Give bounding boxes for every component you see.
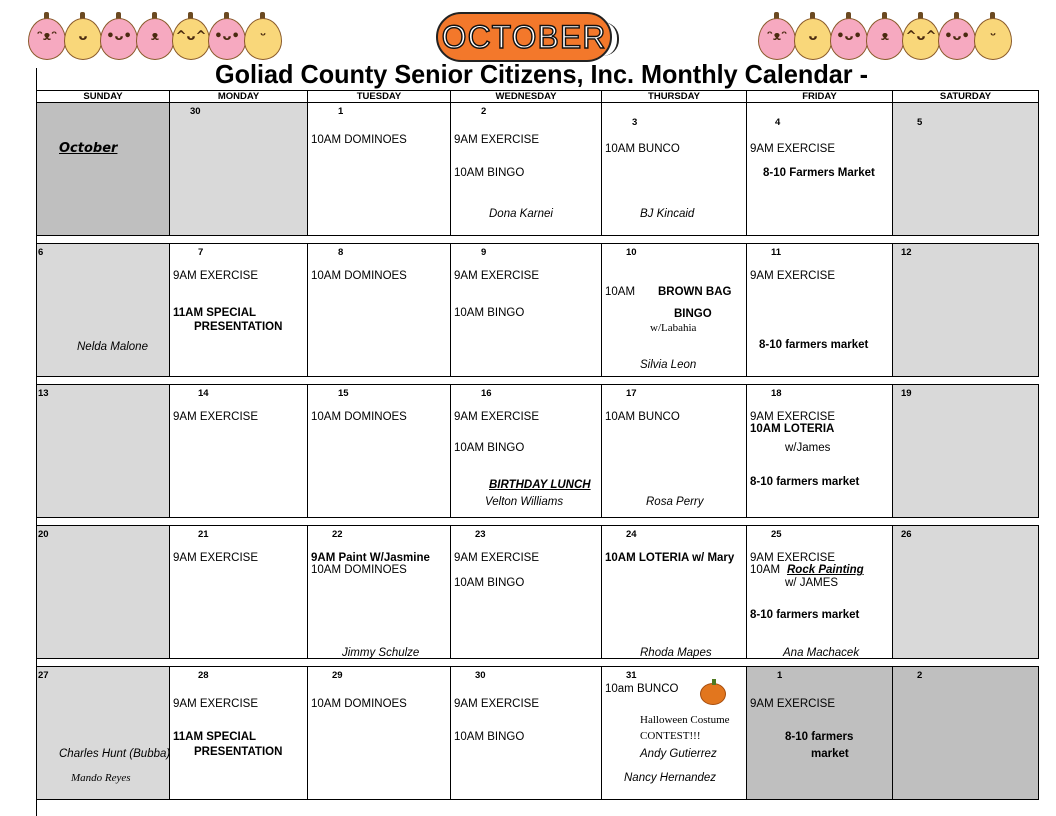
event-text: 9AM EXERCISE: [173, 270, 258, 282]
day-number: 29: [332, 670, 343, 681]
birthday-name: Velton Williams: [485, 496, 564, 508]
day-number: 30: [475, 670, 486, 681]
event-text: BINGO: [674, 308, 712, 320]
birthday-name: Nancy Hernandez: [624, 772, 717, 784]
day-cell-tuesday: [308, 244, 451, 377]
event-text: BROWN BAG: [658, 286, 732, 298]
day-number: 18: [771, 388, 782, 399]
event-text: 8-10 farmers: [785, 731, 854, 743]
event-text: 10AM DOMINOES: [311, 134, 407, 146]
event-text: market: [811, 748, 849, 760]
day-number: 11: [771, 247, 782, 258]
day-number: 4: [775, 117, 781, 128]
row-divider: [37, 236, 1039, 244]
event-text: 10AM DOMINOES: [311, 564, 407, 576]
event-text: 9AM EXERCISE: [173, 552, 258, 564]
day-cell-tuesday: [308, 526, 451, 659]
event-text: CONTEST!!!: [640, 730, 701, 742]
day-cell-monday: [170, 103, 308, 236]
event-text: 9AM EXERCISE: [454, 411, 539, 423]
event-text: w/James: [785, 442, 831, 454]
pumpkin-icon: ᵔᴥᵔ: [28, 12, 66, 62]
day-cell-wednesday: [451, 244, 602, 377]
day-number: 10: [626, 247, 637, 258]
day-number: 15: [338, 388, 349, 399]
day-cell-thursday: [602, 667, 747, 800]
day-cell-monday: [170, 667, 308, 800]
event-text: Halloween Costume: [640, 714, 730, 726]
row-divider: [37, 518, 1039, 526]
day-number: 12: [901, 247, 912, 258]
weekday-header: SUNDAY: [37, 91, 170, 103]
day-number: 8: [338, 247, 344, 258]
day-cell-wednesday: [451, 385, 602, 518]
event-text: 10AM BINGO: [454, 577, 525, 589]
day-number: 30: [190, 106, 201, 117]
day-cell-wednesday: [451, 667, 602, 800]
pumpkin-icon: ᴗ: [64, 12, 102, 62]
day-number: 3: [632, 117, 638, 128]
event-text: 10AM LOTERIA: [750, 423, 835, 435]
pumpkin-icon: ᵔᴥᵔ: [758, 12, 796, 62]
birthday-name: BJ Kincaid: [640, 208, 695, 220]
event-text: 10AM: [605, 286, 636, 298]
week-row: [37, 526, 1039, 659]
weekday-header: TUESDAY: [308, 91, 451, 103]
day-cell-saturday: [893, 526, 1039, 659]
event-text: w/ JAMES: [785, 577, 839, 589]
pumpkin-icon: ᵕ: [244, 12, 282, 62]
weekday-header: SATURDAY: [893, 91, 1039, 103]
day-cell-thursday: [602, 103, 747, 236]
event-text: 9AM EXERCISE: [750, 411, 835, 423]
day-cell-sunday: [37, 103, 170, 236]
day-number: 27: [38, 670, 49, 681]
event-text: 8-10 farmers market: [759, 339, 869, 351]
pumpkin-icon: ᵕ: [974, 12, 1012, 62]
day-cell-friday: [747, 385, 893, 518]
week-row: [37, 667, 1039, 800]
pumpkin-decoration-right: [758, 0, 1010, 62]
day-cell-saturday: [893, 244, 1039, 377]
event-text: 11AM SPECIAL: [173, 307, 257, 319]
birthday-name: Mando Reyes: [71, 772, 131, 784]
pumpkin-icon: •ᴗ•: [830, 12, 868, 62]
day-cell-sunday: [37, 244, 170, 377]
day-cell-monday: [170, 385, 308, 518]
row-divider: [37, 659, 1039, 667]
weekday-header: FRIDAY: [747, 91, 893, 103]
birthday-name: Andy Gutierrez: [640, 748, 717, 760]
event-text: 9AM EXERCISE: [750, 698, 835, 710]
day-number: 19: [901, 388, 912, 399]
event-text: 10AM BINGO: [454, 442, 525, 454]
event-text: 10AM LOTERIA w/ Mary: [605, 552, 735, 564]
day-number: 13: [38, 388, 49, 399]
row-divider: [37, 377, 1039, 385]
day-number: 2: [481, 106, 487, 117]
day-cell-tuesday: [308, 667, 451, 800]
day-cell-saturday: [893, 103, 1039, 236]
pumpkin-decoration-left: [28, 0, 280, 62]
event-text: 8-10 Farmers Market: [763, 167, 875, 179]
pumpkin-icon: ᴥ: [136, 12, 174, 62]
event-text: 10AM: [750, 564, 781, 576]
day-number: 23: [475, 529, 486, 540]
weekday-header: THURSDAY: [602, 91, 747, 103]
pumpkin-icon: •ᴗ•: [100, 12, 138, 62]
event-text: 10AM BUNCO: [605, 143, 680, 155]
day-number: 1: [338, 106, 344, 117]
event-text: 11AM SPECIAL: [173, 731, 257, 743]
pumpkin-icon: ᴗ: [794, 12, 832, 62]
week-row: [37, 385, 1039, 518]
day-number: 21: [198, 529, 209, 540]
event-text: 9AM EXERCISE: [750, 270, 835, 282]
day-number: 7: [198, 247, 204, 258]
pumpkin-icon: [700, 683, 726, 705]
day-cell-saturday: [893, 667, 1039, 800]
birthday-name: Dona Karnei: [489, 208, 553, 220]
day-cell-friday: [747, 244, 893, 377]
event-text: 9AM EXERCISE: [454, 552, 539, 564]
event-text: 10AM BUNCO: [605, 411, 680, 423]
event-text: PRESENTATION: [194, 321, 283, 333]
pumpkin-icon: •ᴗ•: [208, 12, 246, 62]
event-text: 10AM DOMINOES: [311, 698, 407, 710]
birthday-name: Charles Hunt (Bubba): [59, 748, 171, 760]
event-text: 9AM EXERCISE: [750, 143, 835, 155]
day-cell-thursday: [602, 385, 747, 518]
birthday-name: Jimmy Schulze: [342, 647, 420, 659]
event-text: 10AM BINGO: [454, 307, 525, 319]
birthday-name: Nelda Malone: [77, 341, 148, 353]
birthday-name: Ana Machacek: [783, 647, 860, 659]
day-number: 28: [198, 670, 209, 681]
birthday-name: Silvia Leon: [640, 359, 697, 371]
day-number: 25: [771, 529, 782, 540]
weekday-header: MONDAY: [170, 91, 308, 103]
day-cell-friday: [747, 526, 893, 659]
event-text: 10AM BINGO: [454, 731, 525, 743]
month-label: October: [59, 141, 118, 156]
page-title: Goliad County Senior Citizens, Inc. Monthly Calendar -: [215, 59, 868, 89]
day-cell-wednesday: [451, 526, 602, 659]
event-text: 10AM BINGO: [454, 167, 525, 179]
weekday-header: WEDNESDAY: [451, 91, 602, 103]
day-cell-sunday: [37, 667, 170, 800]
event-text: 9AM EXERCISE: [454, 698, 539, 710]
event-text: 9AM EXERCISE: [454, 134, 539, 146]
birthday-name: Rosa Perry: [646, 496, 704, 508]
pumpkin-icon: ^ᴗ^: [902, 12, 940, 62]
event-text: 10AM DOMINOES: [311, 411, 407, 423]
day-number: 26: [901, 529, 912, 540]
event-text: 8-10 farmers market: [750, 476, 860, 488]
day-cell-tuesday: [308, 103, 451, 236]
day-cell-friday: [747, 667, 893, 800]
birthday-name: Rhoda Mapes: [640, 647, 712, 659]
week-row: [37, 244, 1039, 377]
event-text: w/Labahia: [650, 322, 697, 334]
pumpkin-icon: ᴥ: [866, 12, 904, 62]
event-text: Rock Painting: [787, 564, 864, 576]
event-text: 10AM DOMINOES: [311, 270, 407, 282]
day-number: 24: [626, 529, 637, 540]
pumpkin-icon: •ᴗ•: [938, 12, 976, 62]
event-text: 9AM EXERCISE: [454, 270, 539, 282]
event-text: 9AM EXERCISE: [750, 552, 835, 564]
day-cell-thursday: [602, 244, 747, 377]
day-cell-saturday: [893, 385, 1039, 518]
event-text: 8-10 farmers market: [750, 609, 860, 621]
week-row: [37, 103, 1039, 236]
month-badge: OCTOBER: [436, 12, 612, 62]
pumpkin-icon: ^ᴗ^: [172, 12, 210, 62]
day-cell-friday: [747, 103, 893, 236]
weekday-header-row: [37, 91, 1039, 103]
day-cell-tuesday: [308, 385, 451, 518]
day-number: 1: [777, 670, 783, 681]
day-number: 22: [332, 529, 343, 540]
day-number: 5: [917, 117, 923, 128]
event-text: 9AM EXERCISE: [173, 411, 258, 423]
event-text: PRESENTATION: [194, 746, 283, 758]
day-cell-sunday: [37, 526, 170, 659]
day-cell-wednesday: [451, 103, 602, 236]
day-cell-thursday: [602, 526, 747, 659]
day-number: 16: [481, 388, 492, 399]
day-number: 31: [626, 670, 637, 681]
event-text: BIRTHDAY LUNCH: [489, 479, 591, 491]
day-cell-sunday: [37, 385, 170, 518]
calendar-grid: [36, 90, 1039, 800]
event-text: 10am BUNCO: [605, 683, 679, 695]
day-number: 14: [198, 388, 209, 399]
day-number: 6: [38, 247, 44, 258]
day-number: 9: [481, 247, 487, 258]
event-text: 9AM Paint W/Jasmine: [311, 552, 430, 564]
day-cell-monday: [170, 526, 308, 659]
day-cell-monday: [170, 244, 308, 377]
day-number: 17: [626, 388, 637, 399]
event-text: 9AM EXERCISE: [173, 698, 258, 710]
day-number: 2: [917, 670, 923, 681]
day-number: 20: [38, 529, 49, 540]
